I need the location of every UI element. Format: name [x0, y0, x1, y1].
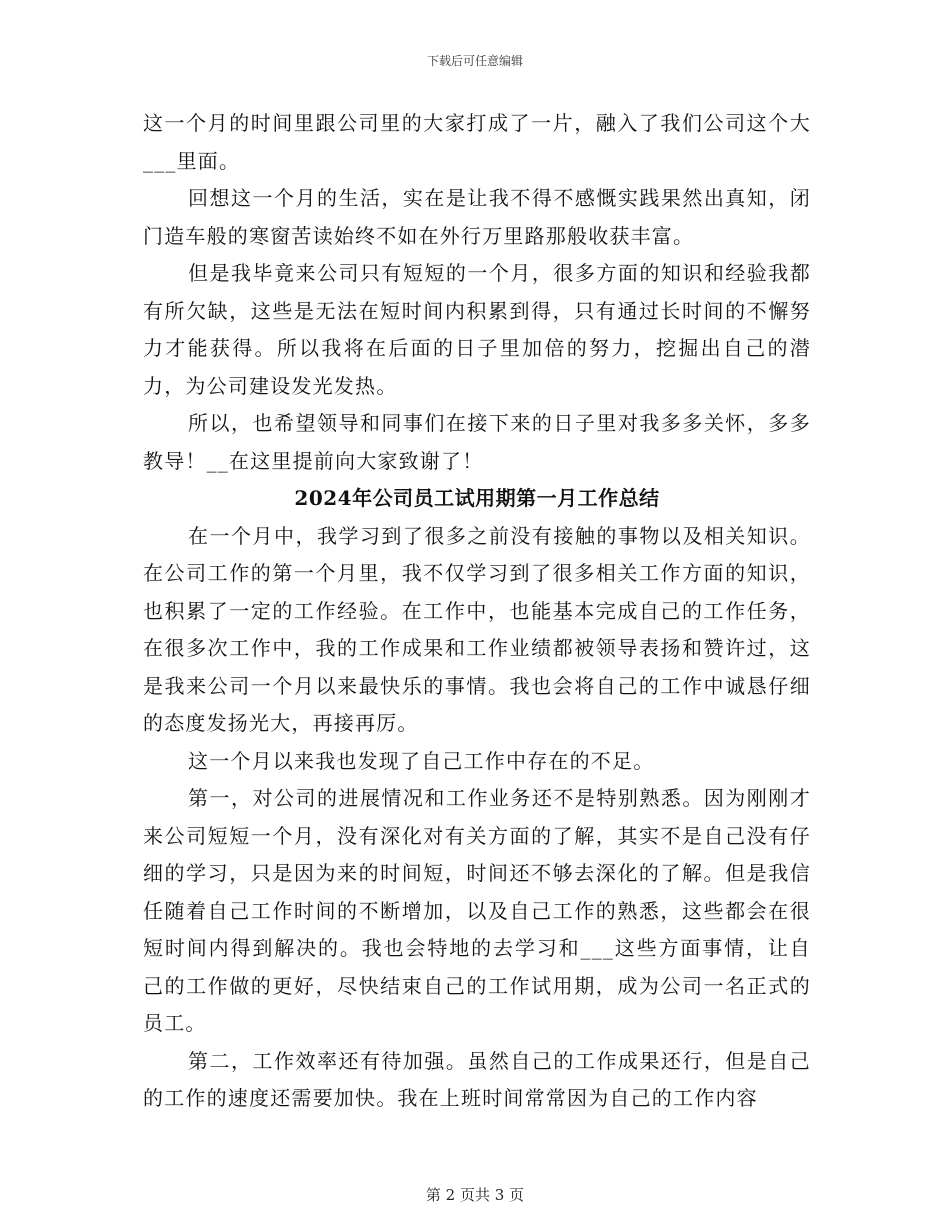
- paragraph-5: 在一个月中，我学习到了很多之前没有接触的事物以及相关知识。在公司工作的第一个月里，我不仅学习到了很多相关工作方面的知识，也积累了一定的工作经验。在工作中，也能基本完成自己的工作任务，在很多次工作中，我的工作成果和工作业绩都被领导表扬和赞许过，这是我来公司一个月以来最快乐的事情。我也会将自己的工作中诚恳仔细的态度发扬光大，再接再厉。: [143, 523, 811, 735]
- page-number: 第 2 页共 3 页: [425, 1186, 525, 1204]
- page-header: 下载后可任意编辑: [426, 54, 523, 68]
- section-title: 2024年公司员工试用期第一月工作总结: [294, 486, 660, 510]
- paragraph-7: 第一，对公司的进展情况和工作业务还不是特别熟悉。因为刚刚才来公司短短一个月，没有深化对有关方面的了解，其实不是自己没有仔细的学习，只是因为来的时间短，时间还不够去深化的了解。但是我信任随着自己工作时间的不断增加，以及自己工作的熟悉，这些都会在很短时间内得到解决的。我也会特地的去学习和___这些方面事情，让自己的工作做的更好，尽快结束自己的工作试用期，成为公司一名正式的员工。: [143, 786, 811, 1035]
- document-body: [143, 105, 811, 1118]
- paragraph-2: 回想这一个月的生活，实在是让我不得不感慨实践果然出真知，闭门造车般的寒窗苦读始终不如在外行万里路那般收获丰富。: [143, 186, 811, 248]
- paragraph-4: 所以，也希望领导和同事们在接下来的日子里对我多多关怀，多多教导！__在这里提前向大家致谢了！: [143, 411, 811, 473]
- paragraph-8: 第二，工作效率还有待加强。虽然自己的工作成果还行，但是自己的工作的速度还需要加快。我在上班时间常常因为自己的工作内容: [143, 1048, 811, 1110]
- paragraph-6: 这一个月以来我也发现了自己工作中存在的不足。: [188, 748, 655, 773]
- paragraph-3: 但是我毕竟来公司只有短短的一个月，很多方面的知识和经验我都有所欠缺，这些是无法在短时间内积累到得，只有通过长时间的不懈努力才能获得。所以我将在后面的日子里加倍的努力，挖掘出自己的潜力，为公司建设发光发热。: [143, 261, 811, 398]
- paragraph-1: 这一个月的时间里跟公司里的大家打成了一片，融入了我们公司这个大___里面。: [143, 111, 811, 173]
